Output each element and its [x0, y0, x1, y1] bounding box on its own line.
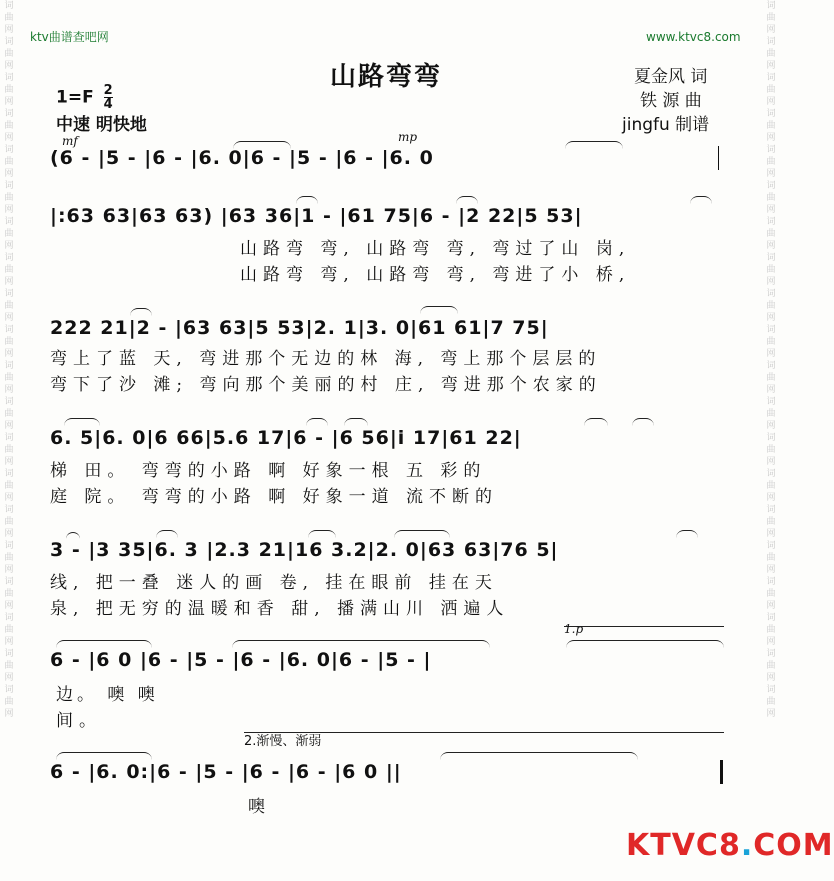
lyrics-line-3b: 弯下了沙 滩; 弯向那个美丽的村 庄, 弯进那个农家的: [50, 375, 602, 395]
score-maker: jingfu 制谱: [622, 115, 710, 135]
composer: 铁 源 曲: [640, 91, 702, 111]
song-title: 山路弯弯: [330, 62, 443, 92]
score-line-5: 3 - |3 35|6. 3 |2.3 21|16 3.2|2. 0|63 63|76 5|: [50, 539, 559, 561]
barline: [718, 146, 719, 170]
score-line-6: 6 - |6 0 |6 - |5 - |6 - |6. 0|6 - |5 - |: [50, 649, 432, 671]
watermark-right: 词曲网词曲网词曲网词曲网词曲网词曲网词曲网词曲网词曲网词曲网词曲网词曲网词曲网词曲网词曲网词曲网词曲网词曲网词曲网词曲网: [766, 1, 776, 719]
score-line-4: 6. 5|6. 0|6 66|5.6 17|6 - |6 56|i 17|61 22|: [50, 427, 522, 449]
volta-2-label: 2.渐慢、渐弱: [244, 734, 322, 749]
slur: [420, 306, 458, 315]
time-signature: [104, 84, 113, 111]
brand-logo-main: KTVC8: [626, 828, 741, 863]
lyrics-line-6a: 边。 噢 噢: [56, 685, 159, 705]
lyrics-line-2a: 山路弯 弯, 山路弯 弯, 弯过了山 岗,: [240, 239, 631, 259]
brand-logo-end: COM: [753, 828, 834, 863]
lyricist: 夏金风 词: [634, 67, 708, 87]
lyrics-line-6b: 间。: [56, 711, 102, 731]
site-url-right: www.ktvc8.com: [646, 30, 741, 44]
score-line-2: |:63 63|63 63) |63 36|1 - |61 75|6 - |2 22|5 53|: [50, 205, 583, 227]
dynamic-mp: mp: [398, 130, 418, 144]
key-label: 1=F: [56, 87, 94, 108]
volta-1-label: 1.p: [564, 622, 584, 636]
lyrics-line-4b: 庭 院。 弯弯的小路 啊 好象一道 流不断的: [50, 487, 499, 507]
lyrics-line-3a: 弯上了蓝 天, 弯进那个无边的林 海, 弯上那个层层的: [50, 349, 602, 369]
tempo-marking: 中速 明快地: [56, 115, 147, 135]
time-bottom: 4: [103, 97, 113, 112]
watermark-left: 词曲网词曲网词曲网词曲网词曲网词曲网词曲网词曲网词曲网词曲网词曲网词曲网词曲网词曲网词曲网词曲网词曲网词曲网词曲网词曲网: [4, 1, 14, 719]
lyrics-line-5b: 泉, 把无穷的温暖和香 甜, 播满山川 洒遍人: [50, 599, 510, 619]
brand-logo: [626, 828, 834, 863]
lyrics-line-4a: 梯 田。 弯弯的小路 啊 好象一根 五 彩的: [50, 461, 487, 481]
final-barline: [720, 760, 723, 784]
key-signature: [56, 84, 113, 111]
site-name-left: ktv曲谱查吧网: [30, 30, 109, 44]
dynamic-mf: mf: [62, 134, 78, 148]
volta-1-bracket: [564, 626, 724, 627]
score-line-1: (6 - |5 - |6 - |6. 0|6 - |5 - |6 - |6. 0: [50, 147, 434, 169]
lyrics-line-2b: 山路弯 弯, 山路弯 弯, 弯进了小 桥,: [240, 265, 631, 285]
time-top: 2: [103, 83, 113, 98]
brand-logo-dot: .: [740, 828, 754, 863]
lyrics-line-7a: 噢: [248, 797, 271, 817]
lyrics-line-5a: 线, 把一叠 迷人的画 卷, 挂在眼前 挂在天: [50, 573, 498, 593]
score-line-3: 222 21|2 - |63 63|5 53|2. 1|3. 0|61 61|7 75|: [50, 317, 549, 339]
score-line-7: 6 - |6. 0:|6 - |5 - |6 - |6 - |6 0 ||: [50, 761, 402, 783]
